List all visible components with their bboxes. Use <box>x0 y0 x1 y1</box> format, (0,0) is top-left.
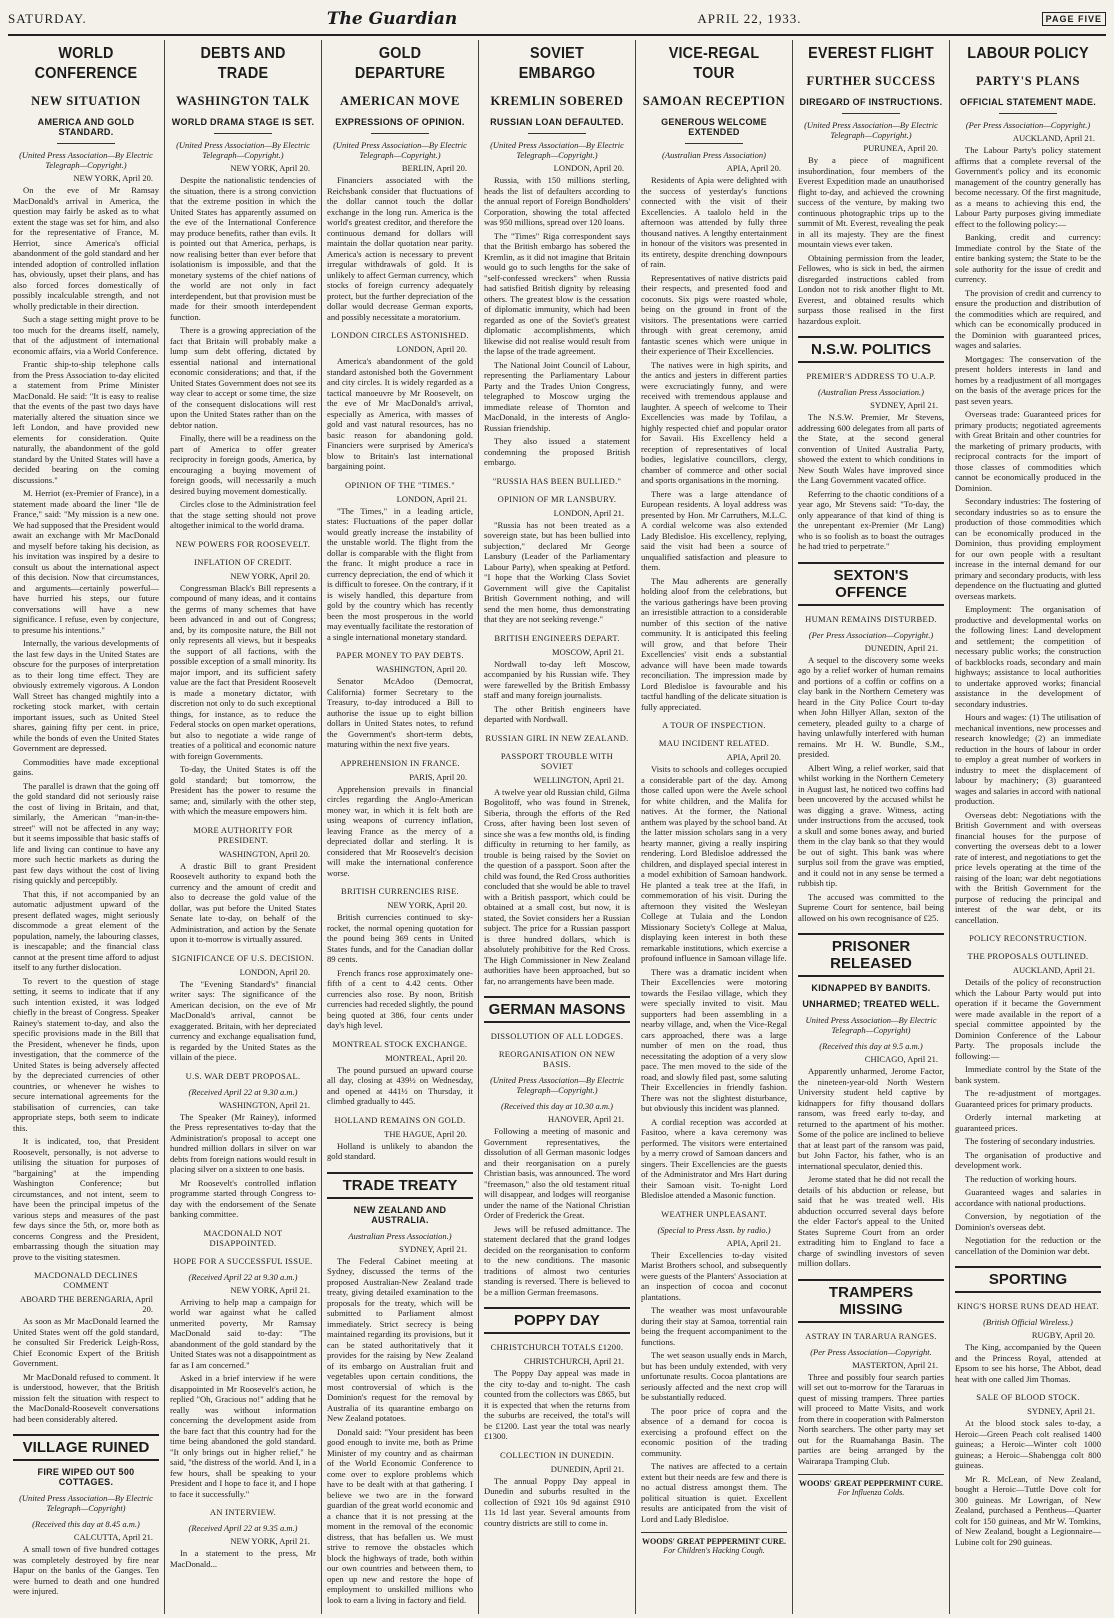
paragraph: The "Times" Riga correspondent says that the British embargo has sobered the Kremlin, as it did not imagine that Britain would go to such lengths for the sake of "self-confessed wreckers" when Russia had satisfied British dignity by releasing others. The greatest blow is the cessation of diplomatic immunity, which had been regarded as one of the Soviet's greatest diplomatic accomplishments, which likewise did not realise would result from the lapse of the trade agreement. <box>484 230 630 356</box>
credit-line: (Per Press Association—Copyright.) <box>808 629 934 640</box>
paragraph: Apprehension prevails in financial circles regarding the Anglo-American money war, in which it is felt both are using weapons of currency inflation, leaving France as the mercy of a depreciated dollar and sterling. It is considered that Mr Roosevelt's decision will make the international conference worse. <box>327 783 473 878</box>
paragraph: Financiers associated with the Reichsbank consider that fluctuations of the dollar cannot touch the dollar exchange in the long run. America is the world's greatest creditor, and therefore the continuous demand for dollars will maintain the dollar quotation near parity. America's action is necessary to prevent irregular withdrawals of gold. It is unlikely to affect German currency, which stocks of foreign currency adequately protect, but the further depreciation of the dollar would decrease German exports, and possibly necessitate a moratorium. <box>327 175 473 322</box>
paragraph: Jews will be refused admittance. The statement declared that the grand lodges decided on the reorganisation to conform to the new conditions. The masonic traditions of almost two centuries standing is reversed. There is believed to be a million German freemasons. <box>484 1223 630 1297</box>
paragraph: Circles close to the Administration feel that the stage setting should not prove altogether inimical to the world drama. <box>170 499 316 530</box>
paragraph: "Russia has not been treated as a sovereign state, but has been bullied into subjection," declared Mr George Lansbury (Leader of the Parliamentary Labour Party), when speaking at Petford. "I hope that the Working Class Soviet Government will give the Capitalist British Government nothing, and will send the men home, thus demonstrating that they are not seeking revenge." <box>484 519 630 624</box>
paragraph: Details of the policy of reconstruction which the Labour Party would put into operation if it became the Government were made available in the report of a special committee appointed by the Dominion Conference of the Labour Party. The proposals include the following:— <box>955 977 1101 1061</box>
dateline: WELLINGTON, April 21. <box>533 774 624 785</box>
subheadline: CHRISTCHURCH TOTALS £1200. <box>490 1342 624 1352</box>
paragraph: Internally, the various developments of the last few days in the United States are obscure for the purposes of interpretation as to their long time effect. They are obviously extremely vigorous. A London Wall Street has changed mightily into a rocketing stock market, with certain important issues, such as United Steel shares, gaining fifty per cent. in price, while the bonds of even the United States Government are depressed. <box>13 638 159 753</box>
dateline: DUNEDIN, April 21. <box>550 1463 624 1474</box>
section-heading: OPINION OF MR LANSBURY. <box>497 493 617 504</box>
credit-line: (United Press Association—By Electric Telegraph—Copyright.) <box>176 140 310 160</box>
divider <box>685 143 743 144</box>
section-heading: AN INTERVIEW. <box>209 1507 277 1517</box>
advertisement-tagline: For Children's Hacking Cough. <box>663 1546 765 1555</box>
paragraph: That this, if not accompanied by an automatic adjustment upward of the present deflated wages, might seriously discommode a great element of the population, namely, the labouring classes, is inescapable; and the financial class cannot at the present time afford to adjust itself to any further dislocation. <box>13 888 159 972</box>
story-headline: POPPY DAY <box>484 1307 630 1334</box>
paragraph: There is a growing appreciation of the fact that Britain will probably make a lump sum debt offering, dictated by essential national and international economic considerations; and that, if the United States Government does not see its way clear to accept or some time, the size of the consequent dislocations will rest upon the United States rather than on the debtor nation. <box>170 325 316 430</box>
advertisement <box>798 1474 944 1497</box>
dateline: WASHINGTON, April 20. <box>219 848 310 859</box>
section-heading: APPREHENSION IN FRANCE. <box>340 757 460 768</box>
paragraph: The poor price of copra and the absence of a demand for cocoa is exercising a profound effect on the economic position of the trading community. <box>641 1405 787 1458</box>
story-headline: PRISONER RELEASED <box>798 933 944 977</box>
section-heading: U.S. WAR DEBT PROPOSAL. <box>185 1070 301 1081</box>
paragraph: Obtaining permission from the leader, Fellowes, who is sick in bed, the airmen disregarded instructions cabled from London not to risk another flight to Mt. Everest, and obtained results which surpass those realised in the first hazardous exploit. <box>798 252 944 326</box>
paragraph: The reduction of working hours. <box>965 1173 1077 1184</box>
story-headline: TRAMPERS MISSING <box>798 1279 944 1323</box>
section-heading: POLICY RECONSTRUCTION. <box>969 933 1087 943</box>
received-line: (Special to Press Assn. by radio.) <box>657 1224 771 1235</box>
dateline: MOSCOW, April 21. <box>552 646 624 657</box>
section-heading: SALE OF BLOOD STOCK. <box>976 1392 1080 1402</box>
section-heading: LONDON CIRCLES ASTONISHED. <box>331 330 469 340</box>
paragraph: Congressman Black's Bill represents a compound of many ideas, and it contains the germs of many schemes that have been advanced in and out of Congress; and, by its composite nature, the Bill not only represents all views, but it bespeaks the support of all factions, with the possible exception of a small minority. Its major import, and its sufficient safety value are the fact that President Roosevelt is made a monetary dictator, with discretion not only to do such exceptional things, for instance, as to reduce the Federal stocks on open market operations, but also to negotiate a wide range of treaties of a political and economic nature with foreign Governments. <box>170 582 316 761</box>
subheadline: REORGANISATION ON NEW BASIS. <box>498 1049 616 1069</box>
dateline: DUNEDIN, April 21. <box>864 642 938 653</box>
advertisement-title: WOODS' GREAT PEPPERMINT CURE. <box>798 1479 943 1488</box>
paragraph: The accused was committed to the Supreme Court for sentence, bail being allowed on his own recognisance of £25. <box>798 891 944 923</box>
subheadline: FURTHER SUCCESS <box>806 74 936 88</box>
subheadline: AMERICAN MOVE <box>340 94 460 108</box>
section-heading: THE PROPOSALS OUTLINED. <box>967 951 1089 961</box>
paragraph: Negotiation for the reduction or the cancellation of the Dominion war debt. <box>955 1235 1101 1256</box>
subheadline: NEW ZEALAND AND AUSTRALIA. <box>353 1204 447 1225</box>
column-1 <box>8 40 165 1614</box>
paragraph: Asked in a brief interview if he were disappointed in Mr Roosevelt's action, he replied "Oh, Gracious no!" adding that he really was without information concerning the development aside from the bare fact that this country had for the time being abandoned the gold standard. "It only brings out in higher relief," he said, "the distress of the world. And I, in a few hours, shall be speaking to your President and I hope to face it, and I hope to face it successfully." <box>170 1373 316 1499</box>
dateline: MONTREAL, April 20. <box>385 1052 467 1063</box>
section-heading: SIGNIFICANCE OF U.S. DECISION. <box>171 952 315 963</box>
dateline: MASTERTON, April 21. <box>852 1359 938 1370</box>
received-line: (Received April 22 at 9.30 a.m.) <box>188 1086 298 1097</box>
divider <box>842 113 900 114</box>
story-headline: N.S.W. POLITICS <box>798 336 944 363</box>
subheadline: FIRE WIPED OUT 500 COTTAGES. <box>37 1467 135 1487</box>
dateline: BERLIN, April 20. <box>401 163 467 173</box>
paragraph: Arriving to help map a campaign for world war against what he called unmerited poverty, Mr Ramsay MacDonald said to-day: "The abandonment of the gold standard by the United States was not a disappointment as far as I am concerned." <box>170 1296 316 1370</box>
subheadline: KREMLIN SOBERED <box>490 94 624 108</box>
headline: GOLD DEPARTURE <box>354 45 446 82</box>
credit-line: (Australian Press Association) <box>662 150 766 160</box>
dateline: AUCKLAND, April 21. <box>1012 133 1095 143</box>
paragraph: Donald said: "Your president has been good enough to invite me, both as Prime Minister of my country and as chairman of the World Economic Conference to come over to explore problems which have to be dealt with at that gathering. I believe we two are in the forward guardian of the great world economic and a chance that it is not pressing at the moment in the removal of the economic distress, that has befallen us. We must strive to remove the obstacles which block the highways of trade, both within our own countries and between them, to open up new and restore the hope of employment to unskilled millions who look to earn a living in factory and field. <box>327 1426 473 1605</box>
dateline: CALCUTTA, April 21. <box>73 1532 153 1542</box>
paragraph: By a piece of magnificent insubordination, four members of the Everest Expedition made an unauthorised flight to-day, and achieved the crowning success of the venture, by making two continuous photographic trips up to the summit of Mt. Everest, revealing the peak in all its majesty. They are the finest mountain views ever taken. <box>798 155 944 249</box>
dateline: LONDON, April 20. <box>553 163 624 173</box>
paragraph: A twelve year old Russian child, Gilma Bogolitoff, who was found in Strenek, Siberia, through the efforts of the Red Cross, after having been lost seven of since she was a few months old, is finding difficulty in returning to her family, as trouble is being raised by the Soviet on the question of a passport. Soon after the child was found, the Red Cross authorities concluded that she would be able to travel with a British passport, which could be obtained at a small cost, but now, it is stated, the Soviet considers her a Russian subject. The price for a Russian passport is three hundred dollars, which is absolutely prohibitive for the Red Cross. The High Commissioner in New Zealand authorities have been approached, but so far, no arrangements have been made. <box>484 786 630 986</box>
received-line: (Received this day at 9.5 a.m.) <box>819 1041 923 1051</box>
paragraph: Hours and wages: (1) The utilisation of mechanical inventions, new processes and research knowledge; (2) an immediate reduction in the hours of labour in order to employ a great number of workers in industry to meet the displacement of labour by machinery; (3) guaranteed wages and salaries in accord with national production. <box>955 712 1101 806</box>
column-2 <box>165 40 322 1614</box>
dateline: HANOVER, April 21. <box>547 1114 624 1124</box>
dateline: CHRISTCHURCH, April 21. <box>523 1356 624 1366</box>
paragraph: A sequel to the discovery some weeks ago by a relief worker of human remains and portions of a coffin or coffins on a clay bank in the Northern Cemetery was heard in the City Police Court to-day when John Hillyer Allan, sexton of the cemetery, pleaded guilty to a charge of having unlawfully interfered with human remains. Mr H. W. Bundle, S.M., presided. <box>798 654 944 759</box>
section-heading: MONTREAL STOCK EXCHANGE. <box>332 1038 468 1049</box>
paragraph: Frantic ship-to-ship telephone calls from the Press Association to-day elicited a statement from Prime Minister MacDonald. He said: "It is easy to realise that the events of the past two days have materially altered the situation since we left London, and have provided new elements for consideration. Quite naturally, the abandonment of the gold standard by the United States will have a decided bearing on the coming discussions." <box>13 359 159 485</box>
credit-line: (United Press Association—By Electric Telegraph—Copyright.) <box>19 150 153 170</box>
paragraph: The Labour Party's policy statement affirms that a complete reversal of the Government's policy and its economic management of the country generally has become necessary. Of the first magnitude, as a means to achieving this end, the Labour Party purposes giving immediate effect to the following policy:— <box>955 145 1101 229</box>
paragraph: The re-adjustment of mortgages. Guaranteed prices for primary products. <box>955 1088 1101 1109</box>
paragraph: Senator McAdoo (Democrat, California) former Secretary to the Treasury, to-day introduced a Bill to authorise the issue up to eight billion dollars in United States notes, to refund the Government's short-term debts, maturing within the next five years. <box>327 676 473 749</box>
column-5 <box>636 40 793 1614</box>
subheadline: SAMOAN RECEPTION <box>642 94 786 108</box>
paragraph: Representatives of native districts paid their respects, and presented food and coconuts. Six pigs were roasted whole, being on the ground in front of the visitors. The presentations were carried through with great ceremony, amid fantastic scenes which were unique in their experience of Their Excellencies. <box>641 272 787 356</box>
paragraph: Overseas trade: Guaranteed prices for primary products; negotiated agreements with Great Britain and other countries for the marketing of primary products, with reciprocal contracts for the import of those classes of commodities which cannot be economically produced in the Dominion. <box>955 409 1101 493</box>
dateline: WASHINGTON, April 20. <box>376 664 467 674</box>
paragraph: Russia, with 150 millions sterling, heads the list of defaulters according to the annual report of Foreign Bondholders' Corporation, showing the total affected was 950 millions, spread over 120 loans. <box>484 175 630 227</box>
paragraph: The National Joint Council of Labour, representing the Parliamentary Labour Party and the Trades Union Congress, telegraphed to Moscow urging the immediate release of Thornton and MacDonald, in the interests of Anglo-Russian friendship. <box>484 359 630 433</box>
divider <box>57 143 115 144</box>
paragraph: Following a meeting of masonic and Government representatives, the dissolution of all German masonic lodges and their reorganisation on a purely Christian basis, was announced. The word "freemason," also the old testament ritual will disappear, and lodges will reorganise under the name of the National Christian Order of Frederick the Great. <box>484 1126 630 1220</box>
divider <box>528 133 586 134</box>
headline: EVEREST FLIGHT <box>808 45 934 62</box>
section-heading: COLLECTION IN DUNEDIN. <box>499 1449 614 1460</box>
story-headline: TRADE TREATY <box>327 1172 473 1199</box>
paragraph: In a statement to the press, Mr MacDonald... <box>170 1548 316 1569</box>
dateline: THE HAGUE, April 20. <box>384 1128 467 1139</box>
section-heading: BRITISH ENGINEERS DEPART. <box>494 632 620 643</box>
section-heading: MORE AUTHORITY FOR PRESIDENT. <box>193 824 293 845</box>
section-heading: OPINION OF THE "TIMES." <box>344 479 456 490</box>
paragraph: Overseas debt: Negotiations with the British Government and with overseas financial houses for the purpose of converting the overseas debt to a lower rate of interest, and negotiations to get the price levels operating at the time of the raising of the loan; war debt negotiations with the British Government for the purpose of reducing the principal and interest of the war debt, or its cancellation. <box>955 809 1101 925</box>
dateline: LONDON, April 20. <box>239 966 310 977</box>
subheadline: GENEROUS WELCOME EXTENDED <box>661 117 767 137</box>
column-7 <box>950 40 1106 1614</box>
advertisement-tagline: For Influenza Colds. <box>837 1488 905 1497</box>
paragraph: America's abandonment of the gold standard astonished both the Government and city circles. It is widely regarded as a tactical manoeuvre by Mr Roosevelt, on the eve of Mr MacDonald's arrival, especially as America, with masses of gold and vast natural resources, has no basic reason for abandoning gold. Financiers were surprised by America's blow to Britain's last international bargaining point. <box>327 356 473 471</box>
columns <box>8 40 1106 1614</box>
dateline: SYDNEY, April 21. <box>870 400 938 410</box>
paragraph: Three and possibly four search parties will set out to-morrow for the Tararuas in quest of missing trampers. Three parties will proceed to Matte Visits, and work from there in cooperation with Palmerston North searchers. The other party may set out for the Ruamahanga Basin. The parties are being arranged by the Wairarapa Tramping Club. <box>798 1371 944 1466</box>
story-headline: GERMAN MASONS <box>484 996 630 1023</box>
section-heading: MACDONALD NOT DISAPPOINTED. <box>203 1227 283 1248</box>
paragraph: The N.S.W. Premier, Mr Stevens, addressing 600 delegates from all parts of the State, at the second general convention of United Australia Party, showed the extent to which conditions in New South Wales have improved since the Lang Government vacated office. <box>798 412 944 485</box>
paragraph: Commodities have made exceptional gains. <box>13 756 159 777</box>
masthead <box>8 4 1106 36</box>
divider <box>371 133 429 134</box>
paragraph: It is indicated, too, that President Roosevelt, personally, is not adverse to utilising the situation for purposes of "bargaining" at the impending Washington Conference; but circumstances, and not intent, seem to have been the principal impetus of the various steps and measures of the past few days since the 5th, or, more both as concerns Congress and the President, embarrassing though the situation may prove to the visiting statesmen. <box>13 1136 159 1262</box>
paragraph: Mr R. McLean, of New Zealand, bought a Heroic—Tuttle Dove colt for 300 guineas. Mr Lowrigan, of New Zealand, purchased a Pentheus—Quarter colt for 150 guineas, and Mr W. Tomkins, of New Zealand, bought a Legionnaire—Lubine colt for 290 guineas. <box>955 1473 1101 1547</box>
paragraph: Banking, credit and currency: Immediate control by the State of the entire banking system; the State to be the sole authority for the issue of credit and currency. <box>955 232 1101 284</box>
paragraph: As soon as Mr MacDonald learned the United States went off the gold standard, he consulted Sir Frederick Leigh-Ross, Chief Economic Expert of the British Government. <box>13 1316 159 1368</box>
paragraph: The natives are affected to a certain extent but their needs are few and there is no actual distress amongst them. The political situation is quiet. Excellent results are anticipated from the visit of Lord and Lady Bledisloe. <box>641 1461 787 1524</box>
credit-line: (British Official Wireless.) <box>983 1317 1073 1327</box>
dateline: APIA, April 20. <box>726 752 781 762</box>
dateline: NEW YORK, April 21. <box>230 1284 310 1295</box>
section-heading: INFLATION OF CREDIT. <box>194 556 292 567</box>
paragraph: On the eve of Mr Ramsay MacDonald's arrival in America, the question may fairly be asked as to what extent the stage was set for him, and also for the representative of France, M. Herriot, since America's official abandonment of the gold standard and her intended adoption of controlled inflation has, obviously, upset their plans, and has also forced forces domestically of possibly incalculable strength, and not wholly predictable in their direction. <box>13 185 159 311</box>
credit-line: (Australian Press Association.) <box>817 387 924 397</box>
story-headline: SEXTON'S OFFENCE <box>798 562 944 606</box>
paragraph: The "Evening Standard's" financial writer says: The significance of the American decision, on the eve of Mr MacDonald's arrival, cannot be exaggerated. Britain, with her depreciated currency and exchange equalisation fund, is regarded by the United States as the villain of the piece. <box>170 978 316 1062</box>
paragraph: The weather was most unfavourable during their stay at Samoa, torrential rain being the frequent accompaniment to the functions. <box>641 1305 787 1347</box>
paragraph: Mr Roosevelt's controlled inflation programme started through Congress to-day with the endorsement of the Senate banking committee. <box>170 1177 316 1219</box>
paragraph: Secondary industries: The fostering of secondary industries so as to ensure the production of those commodities which can be economically produced in the Dominion, thus providing employment for our own people with a resultant increase in the internal demand for our primary and secondary products, with less dependence on the fluctuating and glutted overseas markets. <box>955 496 1101 601</box>
masthead-title: The Guardian <box>326 9 458 29</box>
paragraph: Conversion, by negotiation of the Dominion's overseas debt. <box>955 1211 1101 1232</box>
paragraph: The natives were in high spirits, and the antics and jesters in different parties were excruciatingly funny, and were received with tremendous applause and laughter. A speech of welcome to Their Excellencies was made by Tofilau, a highly respected chief and popular orator for Savaii. His Excellency held a reception of representatives of local bodies, legislative councillors, clergy, chamber of commerce and other social and sports organisations in the morning. <box>641 359 787 485</box>
paragraph: Their Excellencies to-day visited Marist Brothers school, and subsequently were guests of the Planters' Association at an inspection of cocoa and coconut plantations. <box>641 1249 787 1302</box>
paragraph: Holland is unlikely to abandon the gold standard. <box>327 1140 473 1161</box>
credit-line: (United Press Association—By Electric Telegraph—Copyright.) <box>804 120 938 140</box>
dateline: NEW YORK, April 20. <box>230 570 310 581</box>
section-heading: NEW POWERS FOR ROOSEVELT. <box>175 538 311 549</box>
credit-line: (Per Press Association—Copyright.) <box>965 120 1091 130</box>
section-heading: HOPE FOR A SUCCESSFUL ISSUE. <box>173 1255 313 1266</box>
subheadline: PREMIER'S ADDRESS TO U.A.P. <box>806 371 936 381</box>
advertisement-title: WOODS' GREAT PEPPERMINT CURE. <box>641 1537 786 1546</box>
paragraph: There was a large attendance of European residents. A loyal address was presented by Hon. Mr Carruthers, M.L.C. A cordial welcome was also extended Lady Bledisloe. His excellency, replying, said the visit had been a source of unqualified satisfaction and pleasure to them. <box>641 488 787 572</box>
paragraph: Mr MacDonald refused to comment. It is understood, however, that the British mission felt the situation with respect to the MacDonald-Roosevelt conversations had been considerably altered. <box>13 1371 159 1424</box>
paragraph: To-day, the United States is off the gold standard; but tomorrow, the President has the power to resume the same; and, similarly with the other step, with which the measure empowers him. <box>170 764 316 816</box>
dateline: NEW YORK, April 20. <box>230 163 310 173</box>
paragraph: Albert Wing, a relief worker, said that whilst working in the Northern Cemetery in August last, he noticed two coffins had been uncovered by the accused whilst he was digging a grave. Witness, acting under instructions from the accused, took a skull and some bones away, and buried them in the clay bank so that they would be out of sight. This bank was where surplus soil from the grave was emptied, and it could not in any sense be termed a rubbish tip. <box>798 762 944 888</box>
paragraph: They also issued a statement condemning the proposed British embargo. <box>484 436 630 467</box>
paragraph: Mortgages: The conservation of the present holders interests in land and homes by a readjustment of all mortgages on the basis of the average prices for the past seven years. <box>955 353 1101 406</box>
subheadline: OFFICIAL STATEMENT MADE. <box>959 97 1097 107</box>
divider <box>999 113 1057 114</box>
dateline: NEW YORK, April 21. <box>230 1536 310 1546</box>
paragraph: Residents of Apia were delighted with the success of yesterday's functions connected with the visit of their Excellencies. A taalolo held in the afternoon was attended by fully three thousand natives. A lengthy entertainment in honour of the visitors was presented in its entirety, despite drenching downpours of rain. <box>641 175 787 269</box>
credit-line: (United Press Association—By Electric Telegraph—Copyright) <box>19 1493 153 1513</box>
paragraph: Finally, there will be a readiness on the part of America to offer greater reciprocity in foreign goods, America, by encouraging a buying movement of foreign goods, will necessarily a much desired buying movement domestically. <box>170 433 316 496</box>
section-heading: "RUSSIA HAS BEEN BULLIED." <box>492 475 622 486</box>
dateline: APIA, April 21. <box>726 1237 781 1248</box>
paragraph: The annual Poppy Day appeal in Dunedin and suburbs resulted in the collection of £921 10s 9d against £910 11s 1d last year. Several amounts from country districts are still to come in. <box>484 1475 630 1528</box>
received-line: (Received this day at 8.45 a.m.) <box>32 1519 140 1529</box>
paragraph: A small town of five hundred cottages was completely destroyed by fire near Hapur on the banks of the Ganges. Ten were burned to death and one hundred were injured. <box>13 1544 159 1596</box>
paragraph: The Mau adherents are generally holding aloof from the celebrations, but the various gatherings have been proving an irresistible attraction to a considerable number of this section of the native community. It is anticipated this feeling will grow, and that before Their Excellencies' visit ends a substantial advance will have been made towards reconciliation. The impression made by Lord Bledisloe is favourable and his tactful handling of the delicate situation is fully appreciated. <box>641 575 787 712</box>
story-headline: SPORTING <box>955 1266 1101 1293</box>
received-line: (Received April 22 at 9.30 a.m.) <box>188 1271 298 1282</box>
subheadline: NEW SITUATION <box>31 94 141 108</box>
subheadline: UNHARMED; TREATED WELL. <box>802 999 940 1009</box>
section-heading: PAPER MONEY TO PAY DEBTS. <box>336 650 464 660</box>
section-heading: WEATHER UNPLEASANT. <box>661 1208 767 1219</box>
dateline: NEW YORK, April 20. <box>73 173 153 183</box>
dateline: AUCKLAND, April 21. <box>1012 965 1095 975</box>
masthead-page: PAGE FIVE <box>1042 12 1106 26</box>
headline: DEBTS AND TRADE <box>200 45 286 82</box>
subheadline: HUMAN REMAINS DISTURBED. <box>805 613 937 624</box>
credit-line: (Per Press Association—Copyright. <box>810 1346 932 1357</box>
paragraph: The parallel is drawn that the going off the gold standard did not seriously raise the cost of living in Britain, and that, similarly, the American "man-in-the-street" will not be affected in any way; but it seems impossible that basic staffs of life and living can continue to have any more such hectic markets as during the past few days without the cost of living rising quickly and perceptibly. <box>13 780 159 885</box>
section-heading: A TOUR OF INSPECTION. <box>662 720 766 730</box>
dateline: CHICAGO, April 21. <box>864 1054 938 1064</box>
story-headline: VILLAGE RUINED <box>13 1434 159 1461</box>
dateline: RUGBY, April 20. <box>1031 1330 1095 1340</box>
paragraph: Jerome stated that he did not recall the details of his abduction or release, but said that he was treated well. His abduction occurred several days before the elder Factor's appeal to the United States Supreme Court from an order extraditing him to England to face a charge of swindling investors of seven million dollars. <box>798 1174 944 1268</box>
credit-line: (United Press Association—By Electric Telegraph—Copyright.) <box>490 1075 624 1095</box>
paragraph: The fostering of secondary industries. <box>965 1136 1096 1146</box>
subheadline: DIREGARD OF INSTRUCTIONS. <box>799 97 943 107</box>
masthead-day: SATURDAY. <box>8 11 87 26</box>
headline: LABOUR POLICY <box>967 45 1089 62</box>
dateline: PURUNEA, April 20. <box>863 143 938 153</box>
paragraph: The Poppy Day appeal was made in the city to-day and to-night. The cash counted from the collectors was £865, but it is expected that when the returns from the suburbs are received, the total's will be £1200. Last year the total was nearly £1300. <box>484 1368 630 1441</box>
subheadline: WORLD DRAMA STAGE IS SET. <box>171 117 315 127</box>
paragraph: A drastic Bill to grant President Roosevelt authority to expand both the currency and the amount of credit and also to decrease the gold value of the dollar, was put before the United States Senate late to-day, on behalf of the Administration, and action by the Senate upon it to-morrow is virtually assured. <box>170 860 316 944</box>
subheadline: ASTRAY IN TARARUA RANGES. <box>805 1330 937 1341</box>
paragraph: The King, accompanied by the Queen and the Princess Royal, attended at Epsom to see his horse, The Abbot, dead heat with one called Jim Thomas. <box>955 1342 1101 1384</box>
paragraph: There was a dramatic incident when Their Excellencies were motoring towards the Fesilao village, which they were specially invited to visit. Mau supporters had been assembling in a nearby village, and, when the Vice-Regal cars approached, there was a large number of men on the road, thus necessitating the adoption of a very slow pace. The men moved to the side of the road, and slowly filed past, some saluting Their Excellencies in friendly fashion. There was not the slightest disturbance, but obviously this incident was planned. <box>641 966 787 1113</box>
masthead-date: APRIL 22, 1933. <box>697 11 802 26</box>
paragraph: The pound pursued an upward course all day, closing at 439½ on Wednesday, and opened at 441½ on Thursday, it climbed gradually to 445. <box>327 1064 473 1106</box>
credit-line: Australian Press Association.) <box>348 1230 452 1241</box>
section-heading: MAU INCIDENT RELATED. <box>658 738 770 748</box>
section-heading: BRITISH CURRENCIES RISE. <box>341 886 459 896</box>
headline: SOVIET EMBARGO <box>518 45 596 82</box>
paragraph: "The Times," in a leading article, states: Fluctuations of the paper dollar would greatly increase the instability of the unstable world. The flight from the dollar is comparable with the flight from the franc. It might produce a race in currency depreciation, the end of which it is difficult to foresee. On the contrary, if it is wisely handled, this departure from gold by the country which has recently been the most prosperous in the world may eventually facilitate the restoration of a single international monetary standard. <box>327 505 473 642</box>
dateline: NEW YORK, April 20. <box>387 900 467 910</box>
received-line: (Received April 22 at 9.35 a.m.) <box>188 1523 298 1533</box>
column-3 <box>322 40 479 1614</box>
paragraph: Guaranteed wages and salaries in accordance with national productions. <box>955 1187 1101 1208</box>
paragraph: The provision of credit and currency to ensure the production and distribution of the commodities which are required, and which can be economically produced in the Dominion with guaranteed prices, wages and salaries. <box>955 287 1101 350</box>
paragraph: Referring to the chaotic conditions of a year ago, Mr Stevens said: "To-day, the only appearance of that kind of thing is the unrepentant ex-Premier (Mr Lang) who is so foolish as to boast the outrages he had tried to perpetrate." <box>798 488 944 551</box>
column-6 <box>793 40 950 1614</box>
paragraph: The wet season usually ends in March, but has been unduly extended, with very unfortunate results. Cocoa plantations are seriously affected and the next crop will be substantially reduced. <box>641 1350 787 1402</box>
subheadline: DISSOLUTION OF ALL LODGES. <box>490 1031 624 1041</box>
paragraph: Immediate control by the State of the bank system. <box>955 1064 1101 1085</box>
subheadline: RUSSIAN LOAN DEFAULTED. <box>490 117 624 127</box>
paragraph: At the blood stock sales to-day, a Heroic—Green Peach colt realised 1400 guineas; a Heroic—Winter colt 1000 guineas; a Heroic—Shabengga colt 800 guineas. <box>955 1418 1101 1470</box>
received-line: (Received this day at 10.30 a.m.) <box>501 1101 613 1111</box>
subheadline: WASHINGTON TALK <box>176 94 310 108</box>
subheadline: AMERICA AND GOLD STANDARD. <box>37 117 135 137</box>
subheadline: PARTY'S PLANS <box>975 74 1081 88</box>
paragraph: Apparently unharmed, Jerome Factor, the nineteen-year-old North Western University student held captive by kidnappers for fifty thousand dollars ransom, was freed early to-day, and returned to the apartment of his mother. Some of the police are inclined to believe that at least part of the ransom was paid, but John Factor, his father, who is an international speculator, denied this. <box>798 1066 944 1171</box>
column-4 <box>479 40 636 1614</box>
section-heading: RUSSIAN GIRL IN NEW ZEALAND. <box>485 732 629 743</box>
paragraph: M. Herriot (ex-Premier of France), in a statement made aboard the liner "Ile de France," said: "My mission is a new one. We had supposed that the President would await an exchange with Mr MacDonald and myself before taking his decision, as his invitation was inspired by a desire to consult us about the international aspect of this decision. Now that circumstances, and arguments—certainly powerful—have hurried his steps, our future conversations will have a new significance. I refuse, even by conjecture, to presume his intentions." <box>13 488 159 635</box>
paragraph: Despite the nationalistic tendencies of the situation, there is a strong conviction that the extreme position in which the United States has apparently assumed on the eve of the International Conference may produce benefits, rather than evils. It is pointed out that America, perhaps, is now realising better than ever before that isolationism is impossible, and that the monetary systems of the chief nations of the world are not only in fact interdependent, but that provision must be made for their smooth interdependent function. <box>170 175 316 322</box>
subheadline: EXPRESSIONS OF OPINION. <box>335 117 465 127</box>
credit-line: (United Press Association—By Electric Telegraph—Copyright.) <box>490 140 624 160</box>
headline: VICE-REGAL TOUR <box>668 45 760 82</box>
section-heading: HOLLAND REMAINS ON GOLD. <box>334 1114 466 1125</box>
paragraph: British currencies continued to sky-rocket, the normal opening quotation for the pound being 369 cents in United States funds, and for the Canadian dollar 89 cents. <box>327 912 473 964</box>
subheadline: KING'S HORSE RUNS DEAD HEAT. <box>957 1301 1099 1311</box>
section-heading: PASSPORT TROUBLE WITH SOVIET <box>500 750 614 771</box>
paragraph: To revert to the question of stage setting, it seems to indicate that if any such intention existed, it was lodged chiefly in the breast of Congress. Speaker Rainey's statement to-day, and also the specific provisions made in the Bill that the President, whenever he finds, upon investigation, that the commerce of the United States is being adversely affected by the depreciated currencies of other countries, or whenever he wishes to secure international agreements for the stabilisation of currencies, can take appropriate steps, both seem to indicate this. <box>13 975 159 1133</box>
section-heading: MACDONALD DECLINES COMMENT <box>34 1270 138 1290</box>
dateline: LONDON, April 21. <box>553 507 624 518</box>
paragraph: Such a stage setting might prove to be too much for the dreams itself, namely, that of the adjustment of international economic affairs, via a World Conference. <box>13 314 159 356</box>
credit-line: United Press Association—By Electric Telegraph—Copyright) <box>805 1015 937 1035</box>
paragraph: The Speaker (Mr Rainey), informed the Press representatives to-day that the Administration's proposal to accept one hundred million dollars in silver on war debts from foreign nations would result in placing silver on a sixteen to one basis. <box>170 1111 316 1174</box>
paragraph: The other British engineers have departed with Nordwall. <box>484 703 630 724</box>
dateline: APIA, April 20. <box>726 163 781 173</box>
dateline: LONDON, April 20. <box>396 344 467 354</box>
paragraph: The Federal Cabinet meeting at Sydney, discussed the terms of the proposed Australian-New Zealand trade treaty, giving detailed examination to the proposals for the treaty, which will be submitted to Parliament almost immediately. Strict secrecy is being maintained regarding its provisions, but it can be stated authoritatively that it provides for the raising by New Zealand of its embargo on Australian fruit and vegetables upon certain conditions, the most controversial of which is the Dominion's request for the removal by Australia of its quarantine embargo on New Zealand potatoes. <box>327 1255 473 1423</box>
dateline: ABOARD THE BERENGARIA, April 20. <box>19 1294 153 1314</box>
paragraph: Employment: The organisation of productive and developmental works on the following lines: Land development and settlement; the competition of necessary public works; the construction of backblocks roads, secondary and main highways; assistance to local authorities to undertake approved works; financial assistance in the development of secondary industries. <box>955 604 1101 709</box>
advertisement <box>641 1532 787 1555</box>
dateline: LONDON, April 21. <box>396 493 467 504</box>
paragraph: Visits to schools and colleges occupied a considerable part of the day. Among those called upon were the Avele school for white children, and the Malifa for natives. At the former, the National anthem was played by the school band. At the latter mission scholars sang in a very hearty manner, giving a really inspiring rendering. Lord Bledisloe addressed the children, and displayed special interest in a model exhibition of Samoan handwork. He planted a teak tree at the Ifafi, in commemoration of his visit. During the afternoon they visited the Wesleyan College at Tulaia and the London Missionary Society's College at Malua, displaying keen interest in both these remarkable institutions, which exercise a profound influence in Samoan village life. <box>641 764 787 963</box>
divider <box>214 133 272 134</box>
subheadline: KIDNAPPED BY BANDITS. <box>811 983 931 993</box>
paragraph: Nordwall to-day left Moscow, accompanied by his Russian wife. They were farewelled by the British Embassy staff and many foreign journalists. <box>484 658 630 700</box>
paragraph: French francs rose approximately one-fifth of a cent to 4.42 cents. Other currencies also rose. By noon, British currencies had receded slightly, the pound being quoted at 386, four cents under day's high level. <box>327 967 473 1030</box>
paragraph: Orderly internal marketing at guaranteed prices. <box>955 1112 1101 1133</box>
credit-line: (United Press Association—By Electric Telegraph—Copyright.) <box>333 140 467 160</box>
dateline: PARIS, April 20. <box>409 771 467 782</box>
headline: WORLD CONFERENCE <box>34 45 138 82</box>
dateline: SYDNEY, April 21. <box>399 1243 467 1254</box>
paragraph: A cordial reception was accorded at Fasitoo, where a kava ceremony was performed. The visitors were entertained by a merry crowd of Samoan dancers and singers. Their Excellencies are the guests of the Administrator and Mrs Hart during their Samoan visit. To-night Lord Bledisloe attended a Masonic function. <box>641 1116 787 1200</box>
dateline: SYDNEY, April 21. <box>1027 1406 1095 1416</box>
dateline: WASHINGTON, April 21. <box>219 1099 310 1110</box>
paragraph: The organisation of productive and development work. <box>955 1149 1101 1170</box>
